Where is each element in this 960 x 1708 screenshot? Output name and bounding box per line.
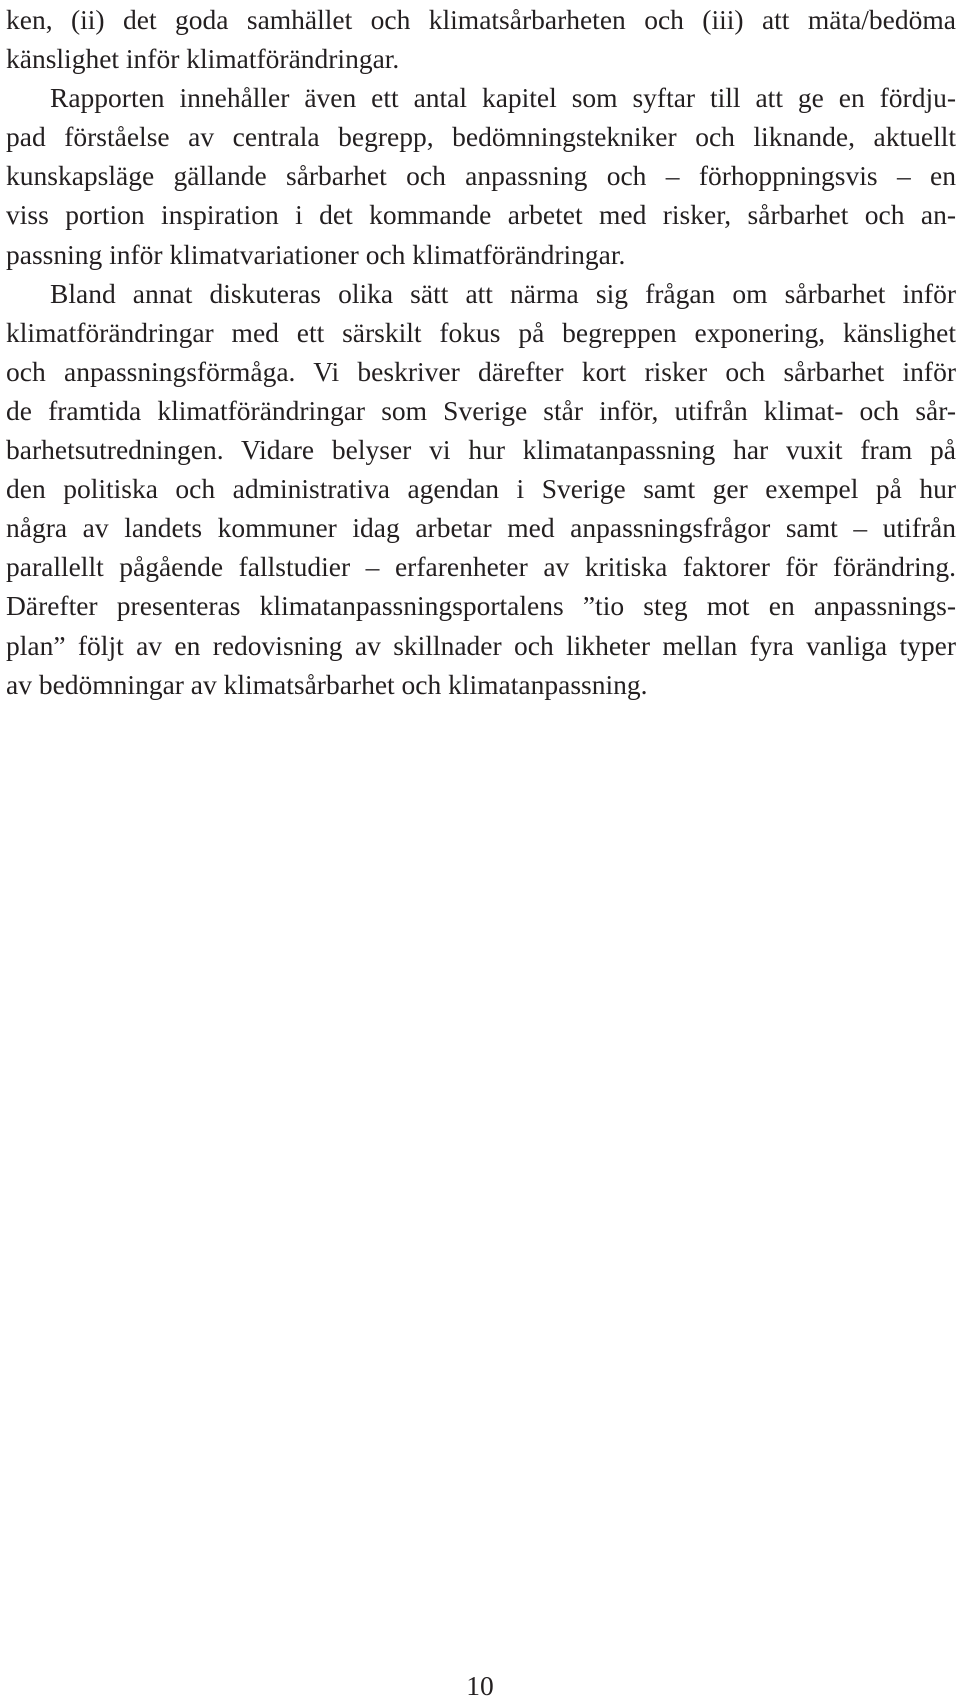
paragraph-first-line: Rapporten innehåller även ett antal kapitel som syftar till att ge en fördju- — [50, 82, 956, 114]
text-line: de framtida klimatförändringar som Sverige står inför, utifrån klimat- och sår- — [6, 394, 956, 426]
text-line: Därefter presenteras klimatanpassningsportalens ”tio steg mot en anpassnings- — [6, 590, 956, 622]
text-line: plan” följt av en redovisning av skillnader och likheter mellan fyra vanliga typer — [6, 629, 956, 661]
text-line: ken, (ii) det goda samhället och klimatsårbarheten och (iii) att mäta/bedöma — [6, 4, 956, 35]
text-line: av bedömningar av klimatsårbarhet och klimatanpassning. — [6, 668, 648, 700]
text-line: passning inför klimatvariationer och klimatförändringar. — [6, 238, 626, 270]
text-line: parallellt pågående fallstudier – erfarenheter av kritiska faktorer för förändring. — [6, 551, 956, 583]
text-line: pad förståelse av centrala begrepp, bedömningstekniker och liknande, aktuellt — [6, 121, 956, 153]
text-line: några av landets kommuner idag arbetar med anpassningsfrågor samt – utifrån — [6, 512, 956, 544]
text-line: den politiska och administrativa agendan i Sverige samt ger exempel på hur — [6, 473, 956, 505]
text-line: barhetsutredningen. Vidare belyser vi hur klimatanpassning har vuxit fram på — [6, 434, 956, 466]
text-line: kunskapsläge gällande sårbarhet och anpassning och – förhoppningsvis – en — [6, 160, 956, 192]
text-line: och anpassningsförmåga. Vi beskriver därefter kort risker och sårbarhet inför — [6, 355, 956, 387]
text-line: klimatförändringar med ett särskilt fokus på begreppen exponering, känslighet — [6, 316, 956, 348]
text-line: viss portion inspiration i det kommande arbetet med risker, sårbarhet och an- — [6, 199, 956, 231]
text-line: känslighet inför klimatförändringar. — [6, 43, 400, 75]
paragraph-first-line: Bland annat diskuteras olika sätt att närma sig frågan om sårbarhet inför — [50, 277, 956, 309]
body-text — [6, 0, 956, 704]
page-number: 10 — [466, 1670, 494, 1701]
